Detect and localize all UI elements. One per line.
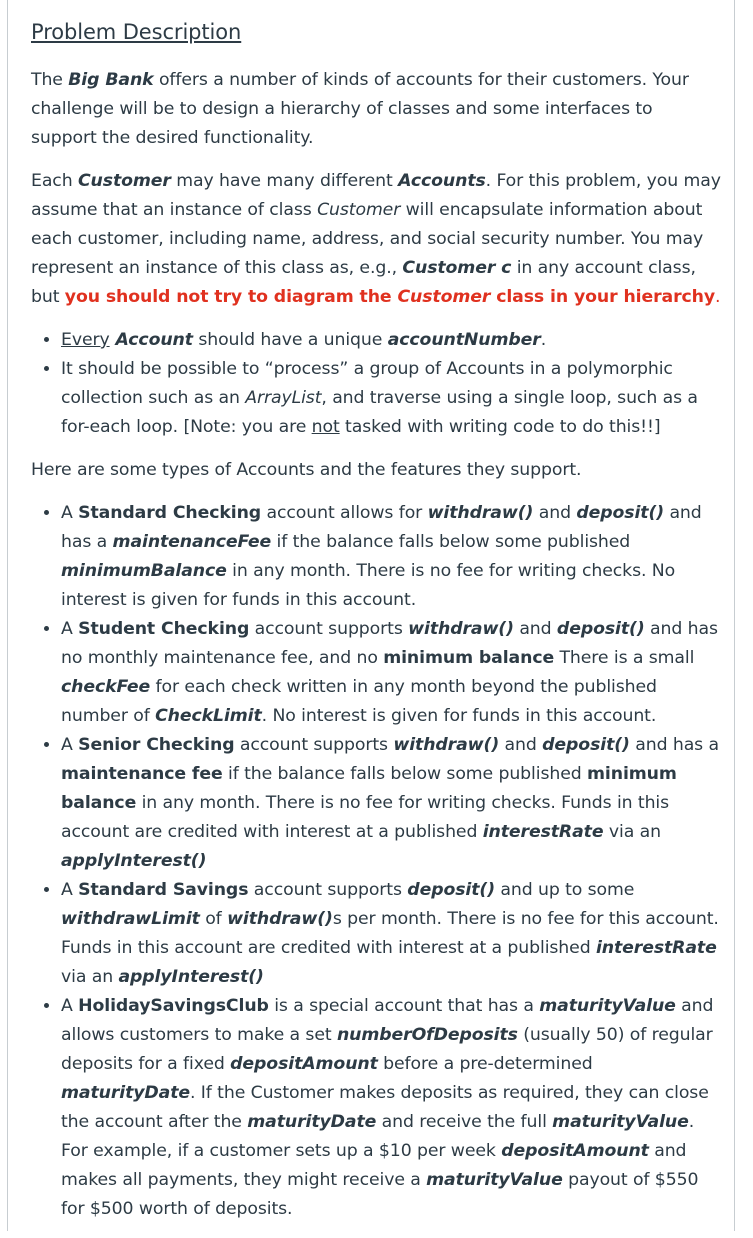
text: maturityValue xyxy=(552,1112,689,1132)
text: applyInterest() xyxy=(61,851,207,871)
text: and xyxy=(533,503,577,523)
text: and has no monthly maintenance fee, and no xyxy=(61,619,718,668)
account-number-term: accountNumber xyxy=(387,330,541,350)
list-item xyxy=(61,992,721,1224)
text: and allows customers to make a set xyxy=(61,996,714,1045)
text: not xyxy=(311,417,340,437)
text: maturityDate xyxy=(247,1112,377,1132)
text: Customer xyxy=(397,287,491,307)
text: The xyxy=(31,70,69,90)
text: maturityDate xyxy=(61,1083,190,1103)
text: , and traverse using a single loop, such as a for-each loop. [Note: you are xyxy=(61,388,698,437)
text: tasked with writing code to do this!!] xyxy=(339,417,661,437)
text: . If the Customer makes deposits as required, they can close the account after the xyxy=(61,1083,709,1132)
text: . No interest is given for funds in this account. xyxy=(261,706,657,726)
customer-c-term: Customer c xyxy=(402,258,512,278)
text: interestRate xyxy=(595,938,717,958)
types-intro: Here are some types of Accounts and the features they support. xyxy=(31,460,582,480)
text: CheckLimit xyxy=(155,706,262,726)
account-term: Account xyxy=(109,330,193,350)
text: before a pre-determined xyxy=(377,1054,593,1074)
requirements-list xyxy=(31,326,721,442)
text: . For example, if a customer sets up a $10 per week xyxy=(61,1112,695,1161)
text: . xyxy=(540,330,547,350)
text: and up to some xyxy=(495,880,635,900)
text: in any month. There is no fee for writing checks. Funds in this account are credited with interest at a published xyxy=(61,793,670,842)
text: maintenanceFee xyxy=(112,532,272,552)
text: deposit() xyxy=(576,503,665,523)
text: and xyxy=(499,735,543,755)
list-item xyxy=(61,615,721,731)
text: There is a small xyxy=(554,648,695,668)
text: Every xyxy=(61,330,110,350)
text: maturityValue xyxy=(539,996,676,1016)
text: account supports xyxy=(248,880,408,900)
text: should have a unique xyxy=(192,330,388,350)
text: A xyxy=(61,880,79,900)
text: account allows for xyxy=(261,503,428,523)
text: depositAmount xyxy=(501,1141,649,1161)
text: withdrawLimit xyxy=(61,909,200,929)
text: and xyxy=(513,619,557,639)
text: withdraw() xyxy=(227,909,333,929)
text: for each check written in any month beyond the published number of xyxy=(61,677,657,726)
account-name: Senior Checking xyxy=(78,735,235,755)
text: in any account class, but xyxy=(31,258,696,307)
text: (usually 50) of regular deposits for a fixed xyxy=(61,1025,713,1074)
text: if the balance falls below some published xyxy=(222,764,588,784)
problem-description xyxy=(31,14,721,1238)
text: . For this problem, you may assume that an instance of class xyxy=(31,171,721,220)
text: A xyxy=(61,503,79,523)
text: deposit() xyxy=(542,735,630,755)
text: minimumBalance xyxy=(61,561,227,581)
text: maintenance fee xyxy=(61,764,223,784)
text: numberOfDeposits xyxy=(336,1025,518,1045)
text: A xyxy=(61,619,79,639)
arraylist-term: ArrayList xyxy=(245,388,322,408)
list-item xyxy=(61,326,721,355)
text: you should not try to diagram the xyxy=(64,287,398,307)
customer-paragraph xyxy=(31,167,721,312)
text: applyInterest() xyxy=(118,967,264,987)
account-name: Standard Savings xyxy=(78,880,249,900)
text: and has a xyxy=(629,735,719,755)
account-name: Standard Checking xyxy=(78,503,262,523)
text: is a special account that has a xyxy=(268,996,540,1016)
text: checkFee xyxy=(61,677,151,697)
big-bank-term: Big Bank xyxy=(68,70,154,90)
text: class in your hierarchy xyxy=(490,287,716,307)
account-name: Student Checking xyxy=(78,619,250,639)
text: of xyxy=(199,909,228,929)
text: s per month. There is no fee for this account. Funds in this account are credited with interest at a published xyxy=(61,909,719,958)
text: A xyxy=(61,735,79,755)
page-title: Problem Description xyxy=(31,20,242,44)
text: in any month. There is no fee for writing checks. No interest is given for funds in this account. xyxy=(61,561,676,610)
text: if the balance falls below some published xyxy=(271,532,631,552)
warning-text xyxy=(65,287,715,307)
text: account supports xyxy=(249,619,409,639)
text: deposit() xyxy=(407,880,495,900)
list-item xyxy=(61,499,721,615)
text: via an xyxy=(603,822,661,842)
text: A xyxy=(61,996,79,1016)
text: via an xyxy=(61,967,119,987)
intro-paragraph xyxy=(31,66,721,153)
account-types-list xyxy=(31,499,721,1224)
account-name: HolidaySavingsClub xyxy=(78,996,269,1016)
text: deposit() xyxy=(556,619,645,639)
text: It should be possible to “process” a group of Accounts in a polymorphic collection such as an xyxy=(61,359,673,408)
text: account supports xyxy=(234,735,394,755)
list-item xyxy=(61,731,721,876)
text: may have many different xyxy=(170,171,399,191)
text: maturityValue xyxy=(426,1170,563,1190)
text: minimum balance xyxy=(383,648,555,668)
customer-class-term: Customer xyxy=(317,200,401,220)
text: and has a xyxy=(61,503,702,552)
text: interestRate xyxy=(482,822,604,842)
text: withdraw() xyxy=(393,735,500,755)
text: will encapsulate information about each customer, including name, address, and social security number. You may represent an instance of this class as, e.g., xyxy=(31,200,704,278)
text: payout of $550 for $500 worth of deposits. xyxy=(61,1170,699,1219)
accounts-term: Accounts xyxy=(398,171,486,191)
text: minimum balance xyxy=(61,764,677,813)
text: and receive the full xyxy=(376,1112,553,1132)
text: and makes all payments, they might receive a xyxy=(61,1141,687,1190)
customer-term: Customer xyxy=(77,171,171,191)
text: . xyxy=(715,287,721,307)
text: Each xyxy=(31,171,78,191)
text: withdraw() xyxy=(408,619,514,639)
text: depositAmount xyxy=(230,1054,378,1074)
list-item xyxy=(61,355,721,442)
text: withdraw() xyxy=(427,503,534,523)
list-item xyxy=(61,876,721,992)
text: offers a number of kinds of accounts for their customers. Your challenge will be to design a hierarchy of classes and some interfaces to support the desired functionality. xyxy=(31,70,689,148)
